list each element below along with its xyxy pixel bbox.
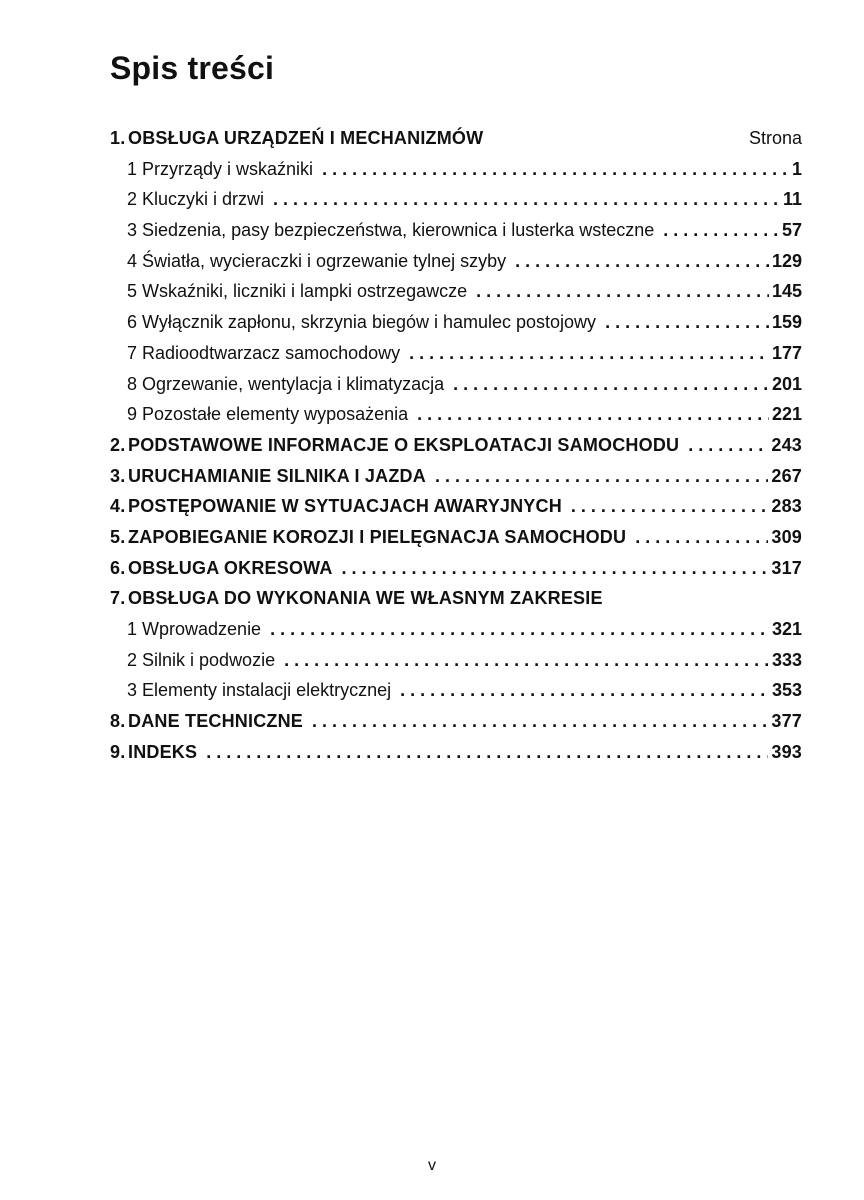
toc-section[interactable]	[110, 343, 802, 374]
section-title: Wskaźniki, liczniki i lampki ostrzegawcze	[142, 281, 468, 302]
toc-chapter-1[interactable]	[110, 128, 802, 159]
dot-leader	[342, 558, 769, 579]
page-number: 353	[771, 680, 802, 701]
dot-leader	[515, 251, 769, 272]
dot-leader	[322, 159, 789, 180]
page-number: 159	[771, 312, 802, 333]
section-number: 5	[127, 281, 138, 302]
page-folio: v	[428, 1157, 436, 1174]
toc-section[interactable]	[110, 189, 802, 220]
toc-section[interactable]	[110, 251, 802, 282]
dot-leader	[476, 281, 769, 302]
section-title: Pozostałe elementy wyposażenia	[142, 404, 409, 425]
chapter-number: 4.	[110, 496, 126, 517]
table-of-contents	[110, 128, 802, 772]
page-number: 1	[791, 158, 802, 179]
section-number: 3	[127, 220, 138, 241]
section-number: 2	[127, 649, 138, 670]
section-title: Silnik i podwozie	[142, 649, 276, 670]
section-number: 1	[127, 158, 138, 179]
chapter-title: OBSŁUGA URZĄDZEŃ I MECHANIZMÓW	[128, 128, 484, 148]
page-number: 221	[771, 404, 802, 425]
toc-chapter-7[interactable]	[110, 588, 802, 619]
toc-section[interactable]	[110, 404, 802, 435]
chapter-number: 1.	[110, 128, 126, 148]
chapter-title: ZAPOBIEGANIE KOROZJI I PIELĘGNACJA SAMOCHODU	[128, 526, 627, 547]
page-number: 11	[782, 189, 802, 210]
section-title: Kluczyki i drzwi	[142, 189, 265, 210]
page-title: Spis treści	[110, 50, 275, 86]
chapter-title: URUCHAMIANIE SILNIKA I JAZDA	[128, 465, 426, 486]
section-number: 6	[127, 312, 138, 333]
page-number: 321	[771, 619, 802, 639]
page-number: 317	[771, 557, 802, 578]
toc-chapter-9[interactable]	[110, 742, 802, 773]
toc-section[interactable]	[110, 220, 802, 251]
page-number: 393	[771, 741, 802, 762]
dot-leader	[273, 189, 780, 210]
page-number: 267	[771, 465, 802, 486]
chapter-number: 6.	[110, 557, 126, 578]
section-title: Światła, wycieraczki i ogrzewanie tylnej szyby	[142, 250, 507, 271]
toc-section[interactable]	[110, 619, 802, 650]
page-number: 309	[771, 526, 802, 547]
page-number: 377	[771, 711, 802, 732]
dot-leader	[417, 404, 769, 425]
section-title: Radioodtwarzacz samochodowy	[142, 342, 401, 363]
toc-section[interactable]	[110, 374, 802, 405]
dot-leader	[270, 619, 769, 640]
dot-leader	[435, 466, 768, 487]
dot-leader	[605, 312, 769, 333]
dot-leader	[688, 435, 768, 456]
toc-chapter-6[interactable]	[110, 558, 802, 589]
dot-leader	[312, 711, 768, 732]
section-number: 1	[127, 619, 138, 639]
chapter-number: 3.	[110, 465, 126, 486]
toc-chapter-3[interactable]	[110, 466, 802, 497]
chapter-title: DANE TECHNICZNE	[128, 711, 304, 732]
section-title: Wyłącznik zapłonu, skrzynia biegów i hamulec postojowy	[142, 312, 597, 333]
chapter-title: POSTĘPOWANIE W SYTUACJACH AWARYJNYCH	[128, 496, 562, 517]
dot-leader	[453, 374, 769, 395]
page-number: 201	[771, 373, 802, 394]
toc-chapter-2[interactable]	[110, 435, 802, 466]
section-title: Przyrządy i wskaźniki	[142, 158, 314, 179]
toc-section[interactable]	[110, 159, 802, 190]
toc-section[interactable]	[110, 680, 802, 711]
dot-leader	[400, 680, 769, 701]
section-title: Elementy instalacji elektrycznej	[142, 680, 392, 701]
page-column-header: Strona	[748, 128, 802, 148]
chapter-title: PODSTAWOWE INFORMACJE O EKSPLOATACJI SAMOCHODU	[128, 434, 680, 455]
page-number: 243	[771, 434, 802, 455]
section-number: 7	[127, 342, 138, 363]
dot-leader	[284, 650, 769, 671]
chapter-number: 8.	[110, 711, 126, 732]
section-title: Ogrzewanie, wentylacja i klimatyzacja	[142, 373, 445, 394]
section-number: 3	[127, 680, 138, 701]
section-number: 8	[127, 373, 138, 394]
toc-chapter-4[interactable]	[110, 496, 802, 527]
section-title: Siedzenia, pasy bezpieczeństwa, kierownica i lusterka wsteczne	[142, 220, 655, 241]
dot-leader	[206, 742, 768, 763]
chapter-title: OBSŁUGA DO WYKONANIA WE WŁASNYM ZAKRESIE	[128, 588, 603, 609]
page-number: 177	[771, 342, 802, 363]
dot-leader	[663, 220, 779, 241]
page-number: 129	[771, 250, 802, 271]
dot-leader	[635, 527, 768, 548]
section-number: 2	[127, 189, 138, 210]
chapter-title: INDEKS	[128, 741, 198, 762]
toc-chapter-5[interactable]	[110, 527, 802, 558]
chapter-number: 5.	[110, 526, 126, 547]
toc-chapter-8[interactable]	[110, 711, 802, 742]
toc-section[interactable]	[110, 650, 802, 681]
section-title: Wprowadzenie	[142, 619, 262, 639]
chapter-title: OBSŁUGA OKRESOWA	[128, 557, 333, 578]
chapter-number: 9.	[110, 741, 126, 762]
toc-section[interactable]	[110, 312, 802, 343]
page-number: 333	[771, 649, 802, 670]
dot-leader	[571, 496, 768, 517]
chapter-number: 2.	[110, 434, 126, 455]
page-number: 57	[781, 220, 802, 241]
page-number: 283	[771, 496, 802, 517]
dot-leader	[409, 343, 769, 364]
page-number: 145	[771, 281, 802, 302]
toc-section[interactable]	[110, 281, 802, 312]
chapter-number: 7.	[110, 588, 126, 609]
section-number: 4	[127, 250, 138, 271]
section-number: 9	[127, 404, 138, 425]
